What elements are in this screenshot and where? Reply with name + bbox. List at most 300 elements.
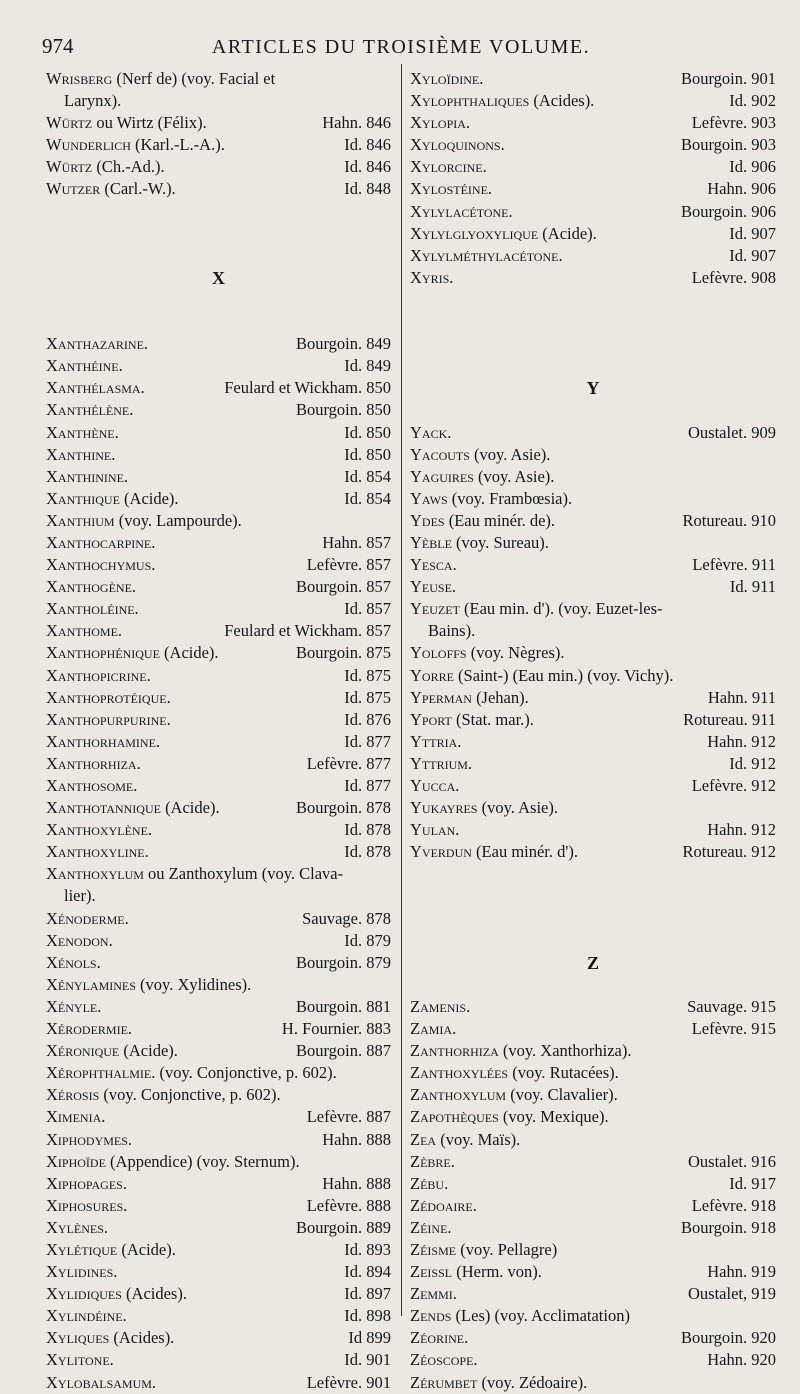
index-entry xyxy=(46,1327,391,1349)
entry-author-page: Oustalet. 909 xyxy=(688,422,776,442)
index-entry xyxy=(46,996,391,1018)
index-entry xyxy=(410,90,776,112)
spacer xyxy=(410,399,776,421)
entry-author-page: Hahn. 911 xyxy=(707,687,776,707)
entry-author-page: Id. 846 xyxy=(344,157,391,177)
index-entry xyxy=(46,444,391,466)
entry-headword: Xylorcine. xyxy=(410,157,487,177)
index-entry xyxy=(46,930,391,952)
spacer xyxy=(46,223,391,245)
entry-headword: Zeissl xyxy=(410,1262,453,1282)
entry-detail: (Appendice) (voy. Sternum). xyxy=(105,1151,300,1171)
entry-headword: Zanthoxylum xyxy=(410,1085,507,1105)
index-entry xyxy=(410,223,776,245)
entry-detail: (Herm. von). xyxy=(452,1262,542,1282)
entry-headword: Xanthosome. xyxy=(46,776,138,795)
entry-headword: Xanthazarine. xyxy=(46,334,149,354)
entry-detail: (voy. Pellagre) xyxy=(456,1239,558,1259)
entry-headword: Yeuzet xyxy=(410,599,460,619)
index-entry xyxy=(410,466,776,488)
index-entry xyxy=(410,178,776,200)
index-entry xyxy=(410,841,776,863)
entry-author-page: Id. 850 xyxy=(344,422,391,442)
index-entry xyxy=(46,488,391,510)
index-entry xyxy=(410,1129,776,1151)
entry-headword: Zamenis. xyxy=(410,996,471,1016)
entry-headword: Xérophthalmie. xyxy=(46,1063,156,1083)
entry-author-page: Bourgoin. 906 xyxy=(680,201,776,221)
entry-headword: Yulan. xyxy=(410,820,460,840)
entry-author-page: Id. 854 xyxy=(344,466,391,486)
index-entry xyxy=(410,1106,776,1128)
entry-author-page: Bourgoin. 901 xyxy=(680,69,776,88)
entry-author-page: Id. 917 xyxy=(729,1173,776,1193)
spacer xyxy=(46,311,391,333)
index-entry xyxy=(46,1195,391,1217)
entry-author-page: Id. 893 xyxy=(344,1239,391,1259)
entry-author-page: Sauvage. 915 xyxy=(687,996,776,1016)
entry-detail: (voy. Xanthorhiza). xyxy=(498,1041,632,1061)
spacer xyxy=(410,355,776,377)
index-entry xyxy=(410,709,776,731)
entry-headword: Zéoscope. xyxy=(410,1350,478,1370)
entry-headword: Xanthopicrine. xyxy=(46,665,151,685)
entry-headword: Xanthocarpine. xyxy=(46,532,156,552)
entry-detail: (voy. Nègres). xyxy=(466,643,565,663)
index-entry xyxy=(46,863,391,885)
entry-headword: Yesca. xyxy=(410,555,457,575)
entry-author-page: Id. 897 xyxy=(344,1284,391,1304)
entry-headword: Yukayres xyxy=(410,798,478,818)
entry-author-page: Id. 857 xyxy=(344,599,391,619)
entry-detail: (Acide). xyxy=(538,223,597,243)
entry-headword: Xanthoxylène. xyxy=(46,820,153,840)
left-column xyxy=(46,68,391,1394)
index-entry xyxy=(46,422,391,444)
index-entry xyxy=(410,134,776,156)
index-entry xyxy=(46,687,391,709)
entry-detail: (voy. Asie). xyxy=(469,444,551,464)
entry-headword: Xanthique xyxy=(46,488,120,508)
index-entry xyxy=(46,775,391,797)
index-entry xyxy=(46,1239,391,1261)
entry-headword: Yacouts xyxy=(410,444,470,464)
index-entry xyxy=(410,642,776,664)
entry-headword: Zédoaire. xyxy=(410,1195,477,1215)
entry-detail: (Nerf de) (voy. Facial et xyxy=(112,69,276,88)
entry-author-page: Hahn. 888 xyxy=(322,1129,391,1149)
index-entry xyxy=(410,598,776,620)
entry-headword: Wrisberg xyxy=(46,69,113,88)
page-number: 974 xyxy=(42,34,74,58)
entry-headword: Xylidiques xyxy=(46,1284,122,1304)
index-entry xyxy=(46,797,391,819)
entry-author-page: Bourgoin. 849 xyxy=(295,334,391,354)
entry-headword: Xiphodymes. xyxy=(46,1129,133,1149)
entry-headword: Xanthoprotéique. xyxy=(46,687,171,707)
spacer xyxy=(46,201,391,223)
entry-author-page: Feulard et Wickham. 857 xyxy=(224,621,391,641)
spacer xyxy=(46,245,391,267)
entry-author-page: Id. 850 xyxy=(344,444,391,464)
entry-detail: (voy. Mexique). xyxy=(498,1107,609,1127)
entry-headword: Xanthogène. xyxy=(46,577,137,597)
entry-author-page: Bourgoin. 918 xyxy=(680,1217,776,1237)
entry-headword: Xyloquinons. xyxy=(410,135,505,155)
entry-detail: ou Zanthoxylum (voy. Clava- xyxy=(143,864,344,884)
index-entry xyxy=(410,576,776,598)
entry-author-page: Id. 878 xyxy=(344,820,391,840)
entry-headword: Yaguires xyxy=(410,466,474,486)
entry-author-page: Rotureau. 911 xyxy=(683,709,776,729)
entry-detail: (Acide). xyxy=(159,643,219,663)
entry-author-page: Id. 898 xyxy=(344,1306,391,1326)
entry-detail: (Stat. mar.). xyxy=(451,709,534,729)
entry-author-page: Bourgoin. 920 xyxy=(680,1328,776,1348)
index-entry xyxy=(46,510,391,532)
entry-headword: Xanthinine. xyxy=(46,466,129,486)
entry-detail: (Karl.-L.-A.). xyxy=(130,135,225,155)
entry-headword: Zébu. xyxy=(410,1173,449,1193)
entry-detail: (voy. Conjonctive, p. 602). xyxy=(99,1085,281,1105)
entry-headword: Xylidines. xyxy=(46,1262,118,1282)
entry-detail: (voy. Rutacées). xyxy=(508,1063,619,1083)
index-entry xyxy=(410,1084,776,1106)
index-entry xyxy=(410,687,776,709)
entry-headword: Yport xyxy=(410,709,452,729)
entry-author-page: Id. 846 xyxy=(344,135,391,155)
entry-headword: Yucca. xyxy=(410,776,460,795)
entry-headword: Xiphoïde xyxy=(46,1151,106,1171)
entry-headword: Yaws xyxy=(410,488,448,508)
entry-detail: (Jehan). xyxy=(471,687,529,707)
index-entry xyxy=(46,731,391,753)
entry-author-page: H. Fournier. 883 xyxy=(281,1019,391,1039)
entry-headword: Xérodermie. xyxy=(46,1019,133,1039)
entry-headword: Wutzer xyxy=(46,179,101,199)
entry-author-page: Id. 875 xyxy=(344,665,391,685)
entry-headword: Yeuse. xyxy=(410,577,457,597)
entry-author-page: Rotureau. 910 xyxy=(682,510,776,530)
entry-author-page: Bourgoin. 903 xyxy=(680,135,776,155)
column-divider xyxy=(401,64,402,1316)
index-entry xyxy=(410,1062,776,1084)
entry-headword: Yoloffs xyxy=(410,643,467,663)
entry-headword: Xanthoxyline. xyxy=(46,842,149,862)
entry-author-page: Lefèvre. 901 xyxy=(306,1372,391,1392)
entry-author-page: Bourgoin. 879 xyxy=(295,952,391,972)
index-entry xyxy=(46,355,391,377)
entry-author-page: Lefèvre. 887 xyxy=(306,1107,391,1127)
entry-detail: (Acide). xyxy=(119,1041,178,1061)
entry-author-page: Lefèvre. 912 xyxy=(691,776,776,795)
entry-headword: Xanthorhiza. xyxy=(46,753,141,773)
entry-author-page: Oustalet. 916 xyxy=(688,1151,776,1171)
entry-headword: Xérosis xyxy=(46,1085,100,1105)
index-entry xyxy=(410,444,776,466)
entry-author-page: Bourgoin. 857 xyxy=(295,577,391,597)
index-entry xyxy=(46,1283,391,1305)
entry-headword: Xanthotannique xyxy=(46,798,161,818)
entry-detail: (voy. Zédoaire). xyxy=(477,1372,588,1392)
entry-headword: Xanthochymus. xyxy=(46,555,156,575)
entry-headword: Zea xyxy=(410,1129,437,1149)
entry-author-page: Hahn. 919 xyxy=(707,1262,776,1282)
entry-continuation: lier). xyxy=(64,886,96,906)
entry-author-page: Id. 912 xyxy=(729,753,776,773)
entry-headword: Xényle. xyxy=(46,996,102,1016)
index-entry xyxy=(46,134,391,156)
spacer xyxy=(410,974,776,996)
index-entry xyxy=(410,665,776,687)
entry-headword: Xanthène. xyxy=(46,422,119,442)
entry-detail: (Acides). xyxy=(121,1284,187,1304)
index-entry xyxy=(46,1062,391,1084)
spacer xyxy=(410,930,776,952)
index-entry xyxy=(410,1217,776,1239)
index-entry xyxy=(46,1217,391,1239)
index-entry xyxy=(410,1151,776,1173)
letter-heading: Z xyxy=(586,952,599,973)
entry-headword: Zanthoxylées xyxy=(410,1063,509,1083)
entry-headword: Xylènes. xyxy=(46,1217,109,1237)
entry-author-page: Id. 849 xyxy=(344,356,391,376)
index-entry xyxy=(410,112,776,134)
page-header xyxy=(42,34,770,64)
index-entry xyxy=(46,1018,391,1040)
entry-author-page: Id. 902 xyxy=(729,91,776,111)
entry-detail: (Acide). xyxy=(160,798,220,818)
entry-headword: Xylopia. xyxy=(410,113,471,133)
entry-headword: Wunderlich xyxy=(46,135,131,155)
entry-headword: Xylétique xyxy=(46,1239,118,1259)
entry-headword: Zèbre. xyxy=(410,1151,455,1171)
index-entry xyxy=(46,753,391,775)
index-entry xyxy=(410,1040,776,1062)
entry-headword: Xyliques xyxy=(46,1328,110,1348)
spacer xyxy=(410,908,776,930)
entry-author-page: Id. 875 xyxy=(344,687,391,707)
entry-author-page: Bourgoin. 878 xyxy=(295,798,391,818)
index-entry xyxy=(46,1261,391,1283)
index-entry xyxy=(46,1106,391,1128)
entry-headword: Xylophthaliques xyxy=(410,91,530,111)
entry-author-page: Id. 879 xyxy=(344,930,391,950)
index-entry xyxy=(410,1327,776,1349)
entry-author-page: Id. 877 xyxy=(344,776,391,795)
entry-author-page: Hahn. 888 xyxy=(322,1173,391,1193)
index-entry xyxy=(410,797,776,819)
entry-detail: (voy. Frambœsia). xyxy=(447,488,573,508)
index-entry xyxy=(46,598,391,620)
entry-detail: (Carl.-W.). xyxy=(100,179,176,199)
entry-detail: (Eau minér. d'). xyxy=(471,842,578,862)
entry-headword: Xylindéine. xyxy=(46,1306,127,1326)
entry-author-page: Id. 901 xyxy=(344,1350,391,1370)
entry-author-page: Hahn. 912 xyxy=(707,820,776,840)
entry-headword: Xylylméthylacétone. xyxy=(410,245,563,265)
index-entry xyxy=(410,1173,776,1195)
entry-author-page: Hahn. 912 xyxy=(707,731,776,751)
entry-author-page: Lefèvre. 877 xyxy=(306,753,391,773)
entry-author-page: Bourgoin. 850 xyxy=(295,400,391,420)
entry-headword: Yttria. xyxy=(410,731,462,751)
entry-headword: Xénylamines xyxy=(46,974,136,994)
index-entry xyxy=(410,510,776,532)
entry-author-page: Lefèvre. 918 xyxy=(691,1195,776,1215)
entry-author-page: Hahn. 846 xyxy=(322,113,391,133)
index-entry xyxy=(410,775,776,797)
index-entry xyxy=(46,819,391,841)
entry-headword: Xanthéine. xyxy=(46,356,123,376)
entry-author-page: Lefèvre. 911 xyxy=(692,555,776,575)
index-entry xyxy=(46,466,391,488)
index-entry xyxy=(410,68,776,90)
index-entry xyxy=(410,1305,776,1327)
entry-detail: (voy. Asie). xyxy=(473,466,555,486)
entry-headword: Yperman xyxy=(410,687,472,707)
entry-detail: ou Wirtz (Félix). xyxy=(92,113,207,133)
entry-author-page: Lefèvre. 857 xyxy=(306,555,391,575)
index-entry xyxy=(46,1151,391,1173)
entry-detail: (voy. Xylidines). xyxy=(135,974,252,994)
entry-headword: Zapothèques xyxy=(410,1107,499,1127)
entry-headword: Xanthorhamine. xyxy=(46,731,161,751)
running-title: ARTICLES DU TROISIÈME VOLUME. xyxy=(211,36,591,58)
index-entry xyxy=(46,333,391,355)
spacer xyxy=(46,289,391,311)
letter-heading: Y xyxy=(586,378,600,399)
entry-detail: (Acide). xyxy=(119,488,179,508)
entry-headword: Xanthélène. xyxy=(46,400,134,420)
entry-author-page: Bourgoin. 875 xyxy=(295,643,391,663)
entry-headword: Yttrium. xyxy=(410,753,473,773)
spacer xyxy=(410,311,776,333)
entry-author-page: Bourgoin. 881 xyxy=(295,996,391,1016)
entry-headword: Xénols. xyxy=(46,952,101,972)
entry-headword: Xanthoxylum xyxy=(46,864,144,884)
entry-headword: Xylylacétone. xyxy=(410,201,513,221)
entry-author-page: Id. 878 xyxy=(344,842,391,862)
index-entry xyxy=(410,1018,776,1040)
entry-headword: Xyloïdine. xyxy=(410,69,484,88)
entry-headword: Zéorine. xyxy=(410,1328,469,1348)
entry-headword: Xanthine. xyxy=(46,444,116,464)
index-entry xyxy=(410,753,776,775)
index-entry xyxy=(46,68,391,90)
entry-author-page: Id. 854 xyxy=(344,488,391,508)
index-entry xyxy=(410,1283,776,1305)
entry-headword: Würtz xyxy=(46,157,93,177)
entry-headword: Zemmi. xyxy=(410,1284,457,1304)
entry-detail: (voy. Maïs). xyxy=(436,1129,521,1149)
entry-detail: (voy. Asie). xyxy=(477,798,559,818)
index-entry xyxy=(410,1372,776,1394)
entry-headword: Xanthophénique xyxy=(46,643,160,663)
entry-headword: Xanthopurpurine. xyxy=(46,709,171,729)
entry-detail: (voy. Conjonctive, p. 602). xyxy=(155,1063,337,1083)
index-entry xyxy=(410,532,776,554)
entry-author-page: Bourgoin. 887 xyxy=(295,1041,391,1061)
entry-headword: Yack. xyxy=(410,422,452,442)
entry-detail: (Acides). xyxy=(109,1328,175,1348)
entry-author-page: Id 899 xyxy=(348,1328,391,1348)
index-entry xyxy=(410,1261,776,1283)
index-entry xyxy=(410,731,776,753)
entry-author-page: Oustalet, 919 xyxy=(688,1284,776,1304)
entry-author-page: Id. 876 xyxy=(344,709,391,729)
index-entry xyxy=(46,974,391,996)
index-entry xyxy=(46,642,391,664)
entry-detail: (voy. Lampourde). xyxy=(114,510,242,530)
index-entry xyxy=(46,112,391,134)
spacer xyxy=(410,885,776,907)
index-entry xyxy=(46,665,391,687)
entry-author-page: Id. 907 xyxy=(729,223,776,243)
entry-headword: Xanthélasma. xyxy=(46,378,145,398)
entry-headword: Zanthorhiza xyxy=(410,1041,499,1061)
entry-continuation: Larynx). xyxy=(64,91,122,111)
index-entry xyxy=(410,1349,776,1371)
entry-headword: Xenodon. xyxy=(46,930,113,950)
index-entry xyxy=(410,554,776,576)
index-entry xyxy=(46,620,391,642)
entry-author-page: Id. 877 xyxy=(344,731,391,751)
index-entry xyxy=(410,819,776,841)
entry-author-page: Hahn. 920 xyxy=(707,1350,776,1370)
entry-author-page: Rotureau. 912 xyxy=(682,842,776,862)
index-entry xyxy=(46,178,391,200)
entry-headword: Xantholéine. xyxy=(46,599,139,619)
entry-headword: Yèble xyxy=(410,532,452,552)
index-entry xyxy=(410,996,776,1018)
index-entry xyxy=(410,267,776,289)
entry-detail: (Ch.-Ad.). xyxy=(92,157,165,177)
index-entry xyxy=(410,245,776,267)
index-entry xyxy=(46,156,391,178)
entry-detail: (Eau min. d'). (voy. Euzet-les- xyxy=(459,599,663,619)
entry-author-page: Lefèvre. 908 xyxy=(691,267,776,287)
spacer xyxy=(410,333,776,355)
entry-author-page: Hahn. 857 xyxy=(322,532,391,552)
entry-author-page: Bourgoin. 889 xyxy=(295,1217,391,1237)
entry-author-page: Lefèvre. 888 xyxy=(306,1195,391,1215)
index-entry xyxy=(46,532,391,554)
index-entry xyxy=(46,1349,391,1371)
entry-headword: Xylitone. xyxy=(46,1350,114,1370)
entry-headword: Yorre xyxy=(410,665,454,685)
index-entry xyxy=(46,1129,391,1151)
entry-headword: Xyris. xyxy=(410,267,454,287)
index-entry xyxy=(410,156,776,178)
entry-headword: Xénoderme. xyxy=(46,908,129,928)
index-entry xyxy=(46,377,391,399)
entry-detail: (Les) (voy. Acclimatation) xyxy=(451,1306,630,1326)
entry-headword: Xiphosures. xyxy=(46,1195,128,1215)
spacer xyxy=(410,289,776,311)
entry-detail: (voy. Clavalier). xyxy=(506,1085,618,1105)
index-entry xyxy=(46,554,391,576)
entry-headword: Xiphopages. xyxy=(46,1173,127,1193)
entry-headword: Xylostéine. xyxy=(410,179,493,199)
index-entry xyxy=(46,952,391,974)
index-entry xyxy=(46,576,391,598)
right-column xyxy=(410,68,776,1394)
letter-heading: X xyxy=(212,267,225,288)
entry-headword: Zamia. xyxy=(410,1019,457,1039)
entry-detail: (voy. Sureau). xyxy=(451,532,549,552)
index-entry xyxy=(46,399,391,421)
